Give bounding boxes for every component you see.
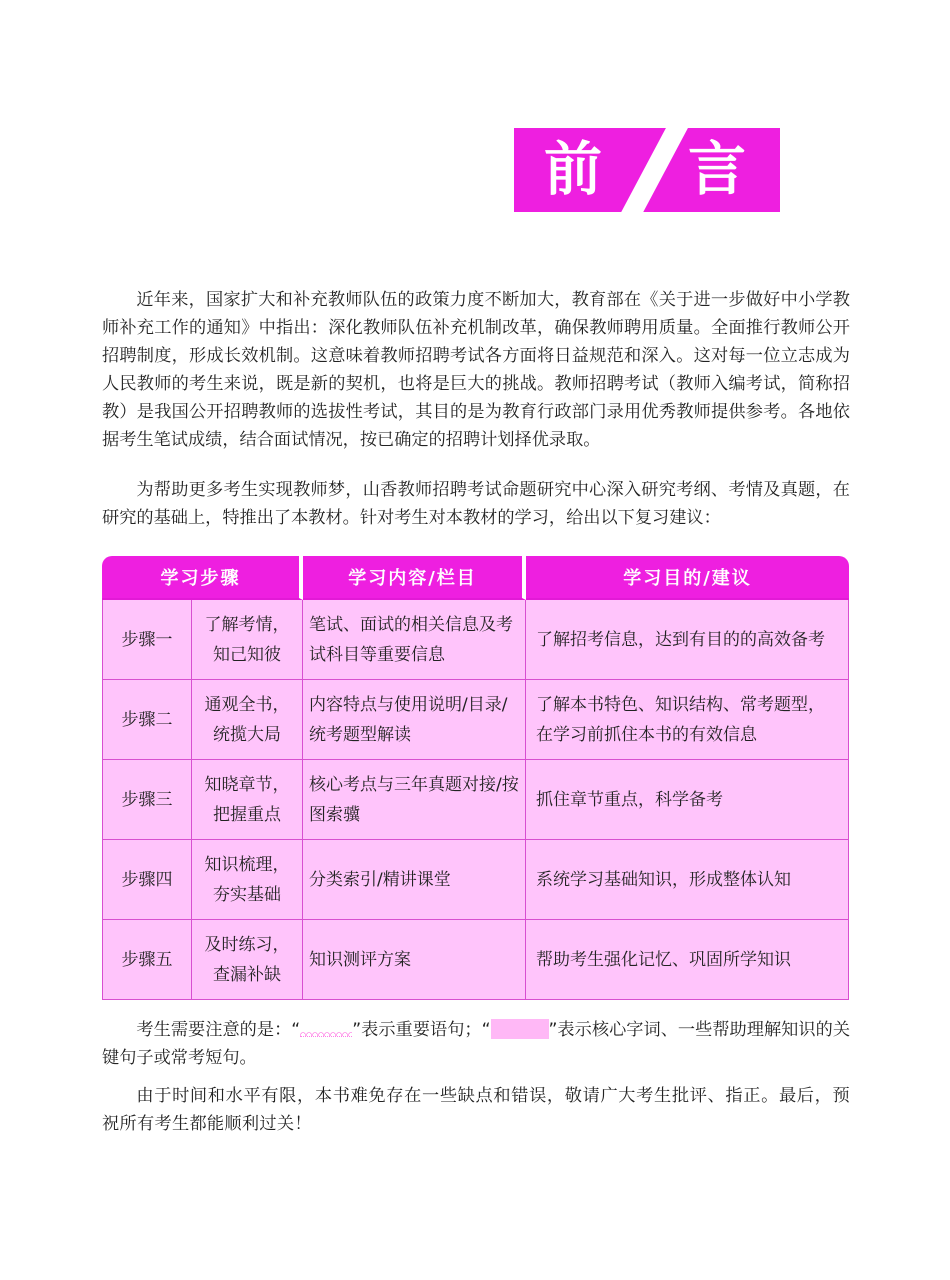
row-action <box>192 920 303 1000</box>
table-header-row <box>102 556 849 600</box>
intro-paragraph-1: 近年来，国家扩大和补充教师队伍的政策力度不断加大，教育部在《关于进一步做好中小学教师补充工作的通知》中指出：深化教师队伍补充机制改革，确保教师聘用质量。全面推行教师公开招聘制度，形成长效机制。这意味着教师招聘考试各方面将日益规范和深入。这对每一位立志成为人民教师的考生来说，既是新的契机，也将是巨大的挑战。教师招聘考试（教师入编考试，简称招教）是我国公开招聘教师的选拔性考试，其目的是为教育行政部门录用优秀教师提供参考。各地依据考生笔试成绩，结合面试情况，按已确定的招聘计划择优录取。 <box>102 290 850 450</box>
row-step: 步骤三 <box>102 760 192 840</box>
row-goal: 了解本书特色、知识结构、常考题型，在学习前抓住本书的有效信息 <box>526 680 849 760</box>
row-action-line: 统揽大局 <box>213 724 281 745</box>
notes-paragraph <box>102 1016 850 1072</box>
row-action-line: 查漏补缺 <box>213 964 281 985</box>
title-char-2: 言 <box>688 135 747 203</box>
closing-paragraph: 由于时间和水平有限，本书难免存在一些缺点和错误，敬请广大考生批评、指正。最后，预祝所有考生都能顺利过关！ <box>102 1086 850 1134</box>
notes-text-3: ”表示核心字词、一些帮助理解知识的关键句子或常考短句。 <box>102 1020 851 1068</box>
row-action-line: 通观全书， <box>204 694 290 715</box>
table-row <box>102 840 849 920</box>
row-action-line: 及时练习， <box>204 934 290 955</box>
table-row <box>102 600 849 680</box>
title-slash-decoration <box>613 128 693 212</box>
row-step: 步骤二 <box>102 680 192 760</box>
row-action-line: 了解考情， <box>204 614 290 635</box>
row-action <box>192 600 303 680</box>
row-goal: 抓住章节重点，科学备考 <box>526 760 849 840</box>
title-char-1: 前 <box>544 135 603 203</box>
row-step: 步骤一 <box>102 600 192 680</box>
row-step: 步骤五 <box>102 920 192 1000</box>
row-content: 知识测评方案 <box>303 920 526 1000</box>
row-step: 步骤四 <box>102 840 192 920</box>
table-row <box>102 920 849 1000</box>
table-row <box>102 760 849 840</box>
table-row <box>102 680 849 760</box>
row-content: 笔试、面试的相关信息及考试科目等重要信息 <box>303 600 526 680</box>
row-goal: 系统学习基础知识，形成整体认知 <box>526 840 849 920</box>
row-goal: 了解招考信息，达到有目的的高效备考 <box>526 600 849 680</box>
row-action-line: 夯实基础 <box>213 884 281 905</box>
title-banner <box>514 128 780 212</box>
notes-text-1: 考生需要注意的是：“ <box>136 1020 301 1040</box>
study-steps-table <box>102 556 849 1000</box>
header-steps: 学习步骤 <box>102 556 303 600</box>
row-action-line: 把握重点 <box>213 804 281 825</box>
notes-text-2: ”表示重要语句；“ <box>352 1020 491 1040</box>
row-content: 核心考点与三年真题对接/按图索骥 <box>303 760 526 840</box>
row-action <box>192 760 303 840</box>
row-content: 内容特点与使用说明/目录/统考题型解读 <box>303 680 526 760</box>
row-goal: 帮助考生强化记忆、巩固所学知识 <box>526 920 849 1000</box>
row-action <box>192 840 303 920</box>
row-content: 分类索引/精讲课堂 <box>303 840 526 920</box>
row-action-line: 知晓章节， <box>204 774 290 795</box>
row-action <box>192 680 303 760</box>
highlight-sample <box>491 1019 549 1039</box>
wavy-underline-sample <box>300 1020 352 1037</box>
intro-paragraph-2: 为帮助更多考生实现教师梦，山香教师招聘考试命题研究中心深入研究考纲、考情及真题，在研究的基础上，特推出了本教材。针对考生对本教材的学习，给出以下复习建议： <box>102 480 850 528</box>
row-action-line: 知识梳理， <box>204 854 290 875</box>
row-action-line: 知己知彼 <box>213 644 281 665</box>
header-content: 学习内容/栏目 <box>303 556 526 600</box>
header-goal: 学习目的/建议 <box>526 556 849 600</box>
